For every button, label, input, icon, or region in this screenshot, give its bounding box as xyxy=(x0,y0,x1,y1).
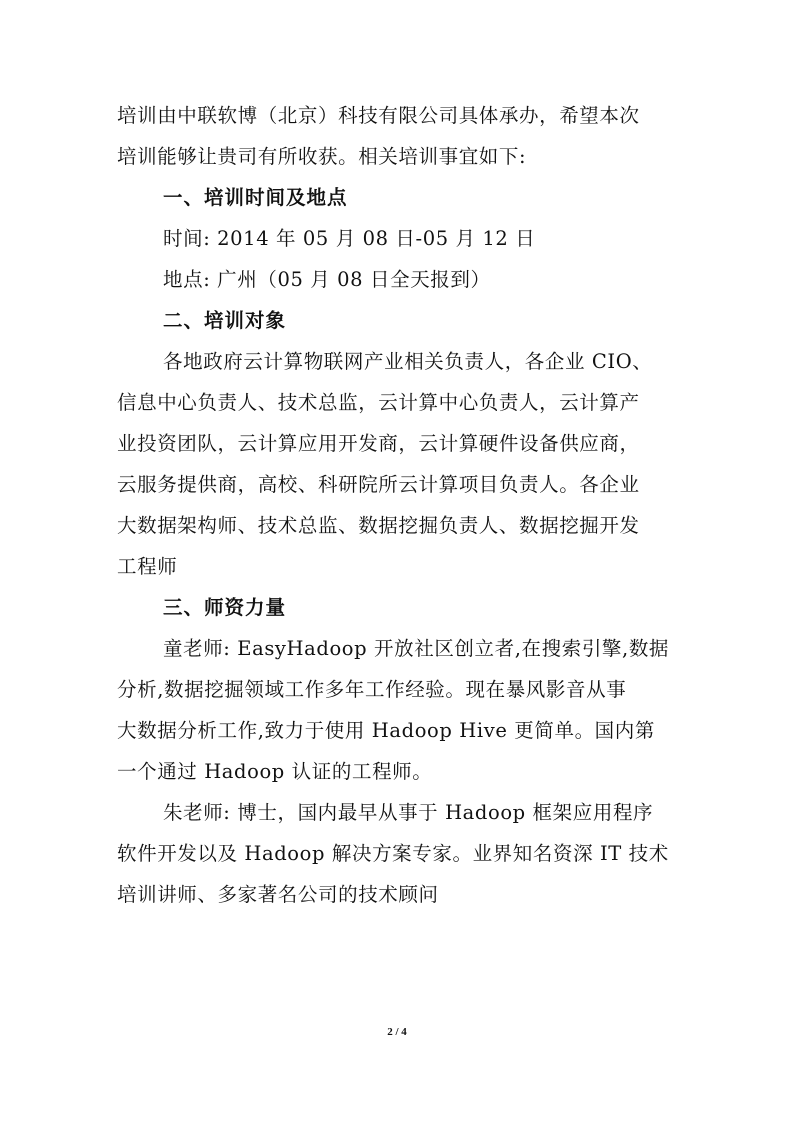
section-heading-audience: 二、培训对象 xyxy=(163,309,287,332)
audience-line: 信息中心负责人、技术总监，云计算中心负责人，云计算产 xyxy=(117,391,640,414)
training-time: 时间: 2014 年 05 月 08 日-05 月 12 日 xyxy=(163,227,536,250)
section-heading-faculty: 三、师资力量 xyxy=(163,596,287,619)
audience-line: 工程师 xyxy=(117,555,178,578)
audience-line: 云服务提供商，高校、科研院所云计算项目负责人。各企业 xyxy=(117,473,640,496)
audience-line: 业投资团队，云计算应用开发商，云计算硬件设备供应商， xyxy=(117,432,640,455)
intro-line-2: 培训能够让贵司有所收获。相关培训事宜如下: xyxy=(117,145,527,168)
audience-line: 大数据架构师、技术总监、数据挖掘负责人、数据挖掘开发 xyxy=(117,514,640,537)
audience-line: 各地政府云计算物联网产业相关负责人，各企业 CIO、 xyxy=(163,350,653,373)
teacher-tong-line: 童老师: EasyHadoop 开放社区创立者,在搜索引擎,数据 xyxy=(163,637,670,660)
page-number: 2 / 4 xyxy=(387,1026,407,1038)
teacher-tong-line: 一个通过 Hadoop 认证的工程师。 xyxy=(117,760,433,783)
section-heading-time-location: 一、培训时间及地点 xyxy=(163,186,348,209)
teacher-zhu-line: 软件开发以及 Hadoop 解决方案专家。业界知名资深 IT 技术 xyxy=(117,842,669,865)
intro-line-1: 培训由中联软博（北京）科技有限公司具体承办，希望本次 xyxy=(117,104,640,127)
teacher-zhu-line: 培训讲师、多家著名公司的技术顾问 xyxy=(117,883,439,906)
teacher-zhu-line: 朱老师: 博士，国内最早从事于 Hadoop 框架应用程序 xyxy=(163,801,654,824)
teacher-tong-line: 分析,数据挖掘领域工作多年工作经验。现在暴风影音从事 xyxy=(117,678,627,701)
training-location: 地点: 广州（05 月 08 日全天报到） xyxy=(163,268,491,291)
document-body xyxy=(117,95,682,915)
teacher-tong-line: 大数据分析工作,致力于使用 Hadoop Hive 更简单。国内第 xyxy=(117,719,655,742)
